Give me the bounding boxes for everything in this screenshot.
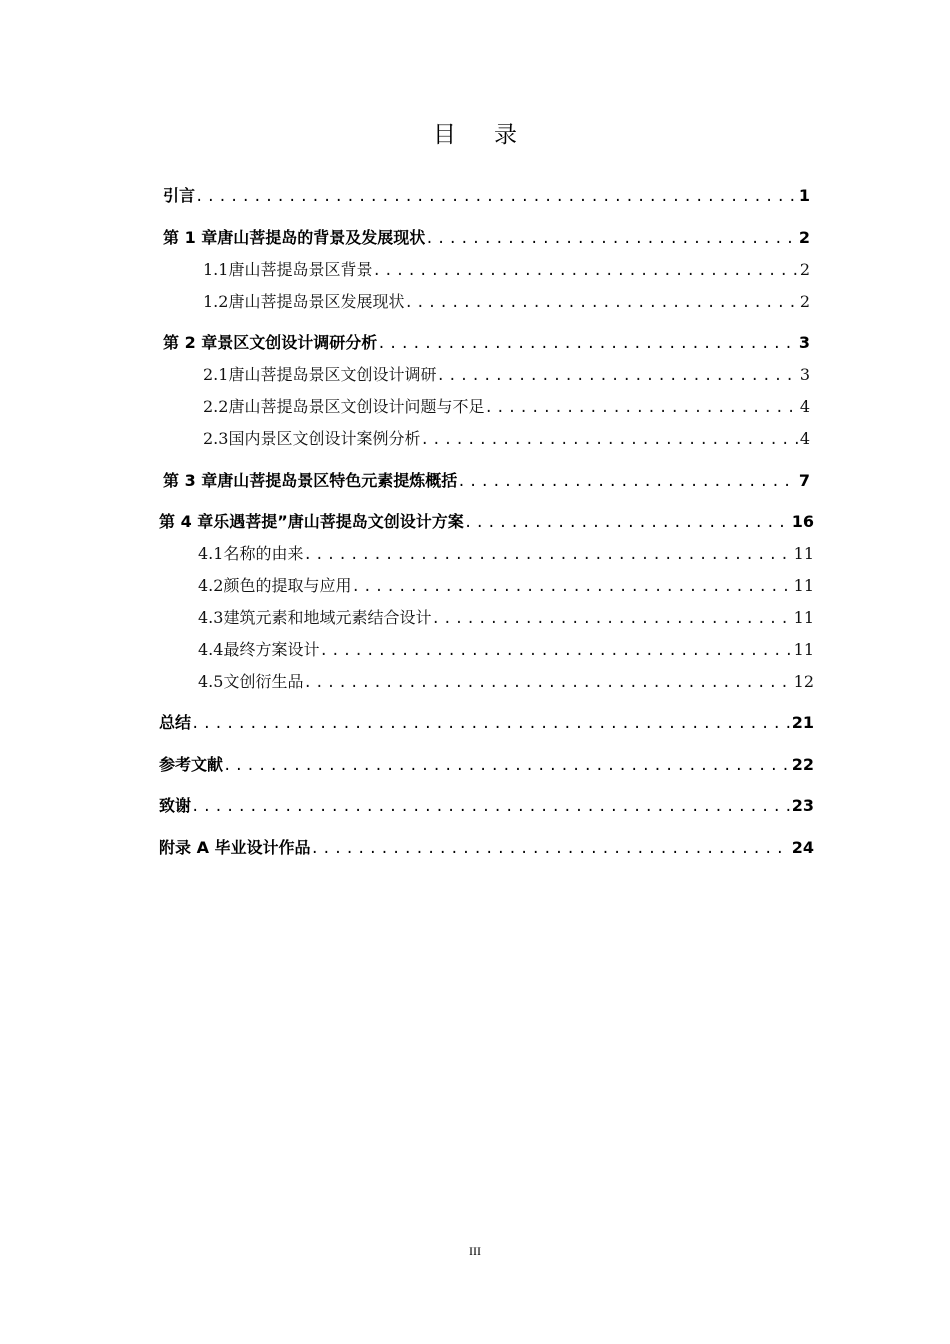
toc-page-number: 7 (798, 471, 810, 490)
toc-number: 4.2 (198, 576, 224, 595)
toc-number: 第 4 章 (159, 512, 214, 531)
toc-leader-dots (351, 575, 791, 599)
toc-leader-dots (431, 607, 791, 631)
toc-title: 国内景区文创设计案例分析 (228, 429, 421, 448)
toc-page-number: 11 (793, 544, 814, 563)
toc-entry-chapter-4[interactable] (159, 510, 814, 534)
page-title: 目录 (433, 122, 555, 148)
toc-title: 唐山菩提岛的背景及发展现状 (217, 228, 426, 247)
toc-title: 唐山菩提岛景区发展现状 (228, 292, 405, 311)
toc-page-number: 24 (791, 838, 814, 857)
toc-title: 建筑元素和地域元素结合设计 (223, 608, 432, 627)
toc-title: 引言 (163, 186, 196, 205)
toc-entry-4-1[interactable] (198, 542, 814, 566)
toc-leader-dots (191, 795, 790, 819)
toc-entry-chapter-2[interactable] (163, 331, 810, 355)
toc-number: 2.2 (203, 397, 229, 416)
toc-entry-4-2[interactable] (198, 574, 814, 598)
toc-entry-1-1[interactable] (203, 258, 810, 282)
page-number-footer: III (469, 1244, 481, 1258)
toc-leader-dots (464, 511, 790, 535)
toc-number: 4.5 (198, 672, 224, 691)
toc-page-number: 4 (799, 429, 810, 448)
toc-title: 唐山菩提岛景区特色元素提炼概括 (217, 471, 458, 490)
toc-entry-acknowledgements[interactable] (159, 794, 814, 818)
toc-title: 总结 (159, 713, 192, 732)
toc-entry-chapter-3[interactable] (163, 469, 810, 493)
toc-page-number: 3 (798, 333, 810, 352)
toc-page-number: 2 (799, 292, 810, 311)
toc-entry-chapter-1[interactable] (163, 226, 810, 250)
toc-title: 唐山菩提岛景区文创设计调研 (228, 365, 437, 384)
toc-page-number: 3 (799, 365, 810, 384)
toc-leader-dots (223, 754, 790, 778)
toc-leader-dots (319, 639, 791, 663)
toc-leader-dots (404, 291, 797, 315)
toc-number: 4.3 (198, 608, 224, 627)
toc-entry-4-5[interactable] (198, 670, 814, 694)
toc-page-number: 21 (791, 713, 814, 732)
toc-entry-2-2[interactable] (203, 395, 810, 419)
toc-number: 第 2 章 (163, 333, 218, 352)
toc-number: 2.3 (203, 429, 229, 448)
toc-leader-dots (195, 185, 797, 209)
toc-title: 参考文献 (159, 755, 224, 774)
toc-entry-intro[interactable] (163, 184, 810, 208)
toc-number: 第 1 章 (163, 228, 218, 247)
toc-page-number: 4 (799, 397, 810, 416)
toc-number: 第 3 章 (163, 471, 218, 490)
toc-page-number: 2 (798, 228, 810, 247)
toc-entry-1-2[interactable] (203, 290, 810, 314)
toc-leader-dots (436, 364, 797, 388)
toc-entry-appendix-a[interactable] (159, 836, 814, 860)
toc-leader-dots (420, 428, 797, 452)
toc-entry-4-3[interactable] (198, 606, 814, 630)
toc-number: 1.2 (203, 292, 229, 311)
toc-page-number: 22 (791, 755, 814, 774)
toc-title: 唐山菩提岛景区背景 (228, 260, 373, 279)
toc-page-number: 11 (793, 576, 814, 595)
toc-number: 1.1 (203, 260, 229, 279)
toc-page-number: 11 (793, 640, 814, 659)
toc-page-number: 1 (798, 186, 810, 205)
toc-title: 名称的由来 (223, 544, 304, 563)
toc-title: 致谢 (159, 796, 192, 815)
toc-title: 文创衍生品 (223, 672, 304, 691)
toc-title: 附录 A 毕业设计作品 (159, 838, 311, 857)
toc-number: 2.1 (203, 365, 229, 384)
toc-leader-dots (425, 227, 797, 251)
toc-number: 4.1 (198, 544, 224, 563)
toc-page-number: 23 (791, 796, 814, 815)
toc-leader-dots (377, 332, 797, 356)
toc-leader-dots (484, 396, 797, 420)
toc-leader-dots (457, 470, 797, 494)
toc-leader-dots (191, 712, 790, 736)
toc-page-number: 11 (793, 608, 814, 627)
toc-entry-references[interactable] (159, 753, 814, 777)
toc-title: 景区文创设计调研分析 (217, 333, 378, 352)
toc-entry-2-1[interactable] (203, 363, 810, 387)
toc-title: 乐遇菩提”唐山菩提岛文创设计方案 (213, 512, 464, 531)
toc-title: 颜色的提取与应用 (223, 576, 352, 595)
toc-leader-dots (372, 259, 797, 283)
toc-title: 唐山菩提岛景区文创设计问题与不足 (228, 397, 485, 416)
toc-page-number: 16 (791, 512, 814, 531)
toc-title: 最终方案设计 (223, 640, 320, 659)
toc-page-number: 12 (793, 672, 814, 691)
toc-leader-dots (311, 837, 790, 861)
toc-entry-4-4[interactable] (198, 638, 814, 662)
toc-leader-dots (303, 543, 791, 567)
toc-leader-dots (303, 671, 791, 695)
toc-entry-2-3[interactable] (203, 427, 810, 451)
toc-page-number: 2 (799, 260, 810, 279)
toc-number: 4.4 (198, 640, 224, 659)
toc-entry-summary[interactable] (159, 711, 814, 735)
